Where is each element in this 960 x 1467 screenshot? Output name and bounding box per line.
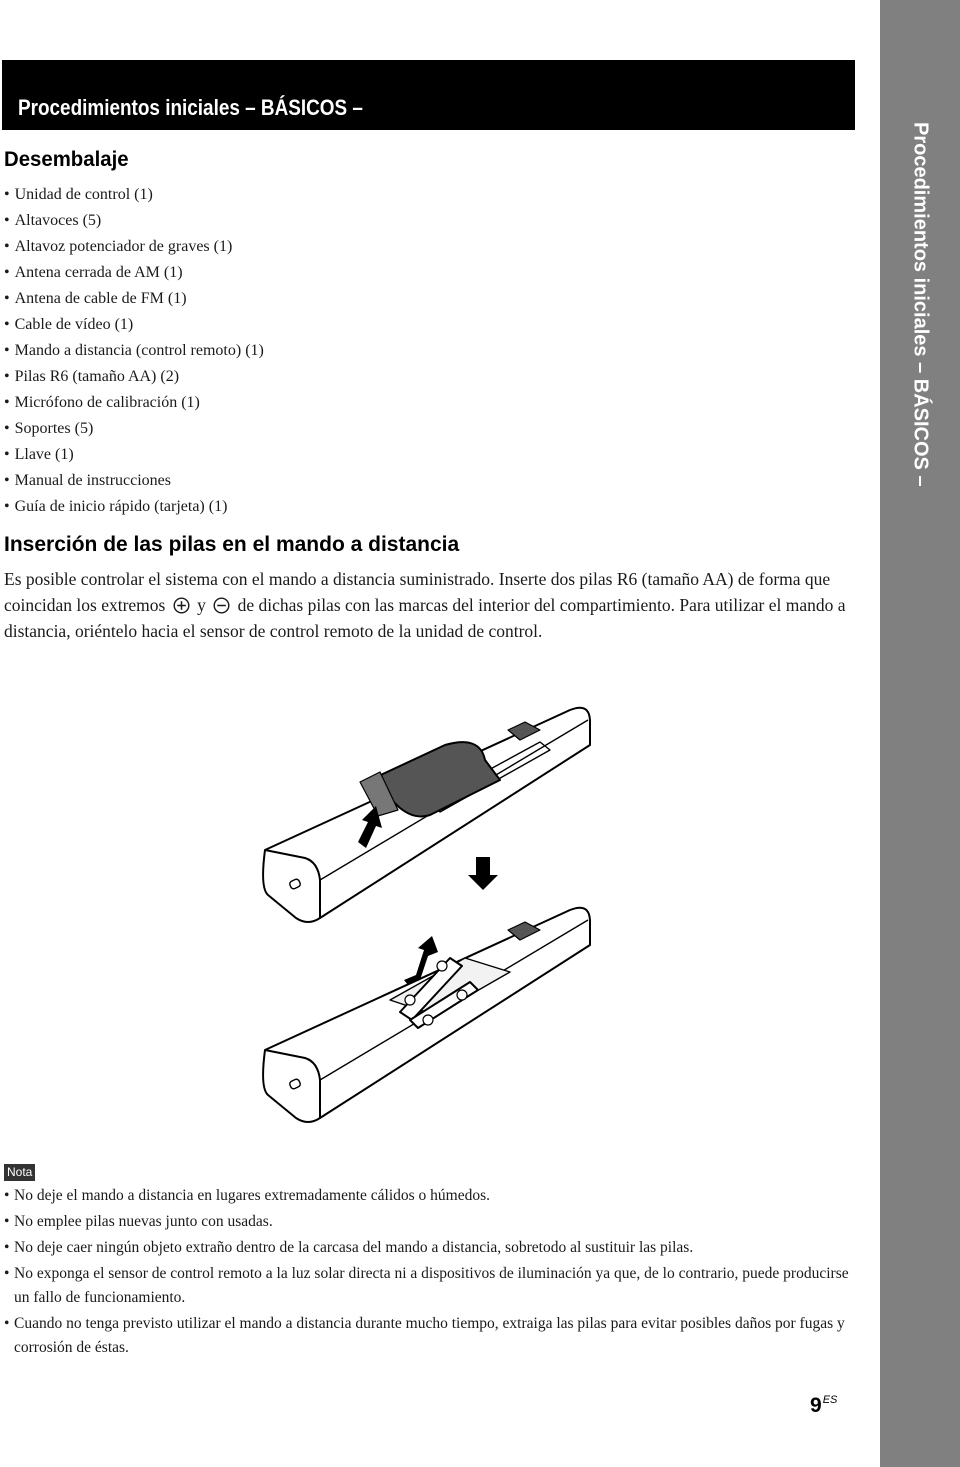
list-item: • Llave (1) (4, 442, 264, 468)
remote-battery-illustration (250, 690, 610, 1140)
note-item: • No exponga el sensor de control remoto a la luz solar directa ni a dispositivos de iluminación ya que, de lo contrario, puede producirse un fallo de funcionamiento. (4, 1262, 854, 1310)
unpacking-heading: Desembalaje (4, 148, 129, 171)
list-item: • Pilas R6 (tamaño AA) (2) (4, 364, 264, 390)
battery-instructions (4, 566, 854, 644)
page-number (810, 1394, 837, 1418)
page-number-suffix: ES (822, 1394, 838, 1406)
list-item: • Altavoces (5) (4, 208, 264, 234)
notes-list (4, 1184, 854, 1362)
note-label-badge: Nota (4, 1164, 35, 1181)
list-item: • Mando a distancia (control remoto) (1) (4, 338, 264, 364)
section-header-title: Procedimientos iniciales – BÁSICOS – (18, 95, 363, 120)
battery-instructions-text-1: Es posible controlar el sistema con el mando a distancia suministrado. Inserte dos pilas R6 (tamaño AA) de forma que coincidan los extremos (4, 569, 831, 615)
note-item: • Cuando no tenga previsto utilizar el mando a distancia durante mucho tiempo, extraiga las pilas para evitar posibles daños por fugas y corrosión de éstas. (4, 1312, 854, 1360)
plus-circle-icon (173, 597, 190, 614)
list-item: • Antena cerrada de AM (1) (4, 260, 264, 286)
page-number-value: 9 (810, 1394, 822, 1417)
list-item: • Cable de vídeo (1) (4, 312, 264, 338)
remote-bottom-drawing (263, 908, 590, 1122)
list-item: • Unidad de control (1) (4, 182, 264, 208)
battery-instructions-text-2: de dichas pilas con las marcas del interior del compartimiento. Para utilizar el mando a distancia, oriéntelo hacia el sensor de control remoto de la unidad de control. (4, 595, 846, 641)
unpacking-list (4, 182, 264, 520)
side-tab-label: Procedimientos iniciales – BÁSICOS – (909, 122, 932, 487)
side-section-tab (880, 0, 960, 1467)
list-item: • Guía de inicio rápido (tarjeta) (1) (4, 494, 264, 520)
note-item: • No emplee pilas nuevas junto con usadas. (4, 1210, 854, 1234)
minus-circle-icon (213, 597, 230, 614)
down-arrow-icon (468, 857, 498, 890)
section-header-bar (2, 60, 855, 130)
list-item: • Antena de cable de FM (1) (4, 286, 264, 312)
list-item: • Manual de instrucciones (4, 468, 264, 494)
list-item: • Soportes (5) (4, 416, 264, 442)
remote-top-drawing (263, 708, 590, 922)
note-item: • No deje caer ningún objeto extraño dentro de la carcasa del mando a distancia, sobretodo al sustituir las pilas. (4, 1236, 854, 1260)
conjunction-text: y (197, 595, 206, 615)
note-item: • No deje el mando a distancia en lugares extremadamente cálidos o húmedos. (4, 1184, 854, 1208)
list-item: • Altavoz potenciador de graves (1) (4, 234, 264, 260)
battery-insertion-heading: Inserción de las pilas en el mando a distancia (4, 533, 460, 556)
list-item: • Micrófono de calibración (1) (4, 390, 264, 416)
